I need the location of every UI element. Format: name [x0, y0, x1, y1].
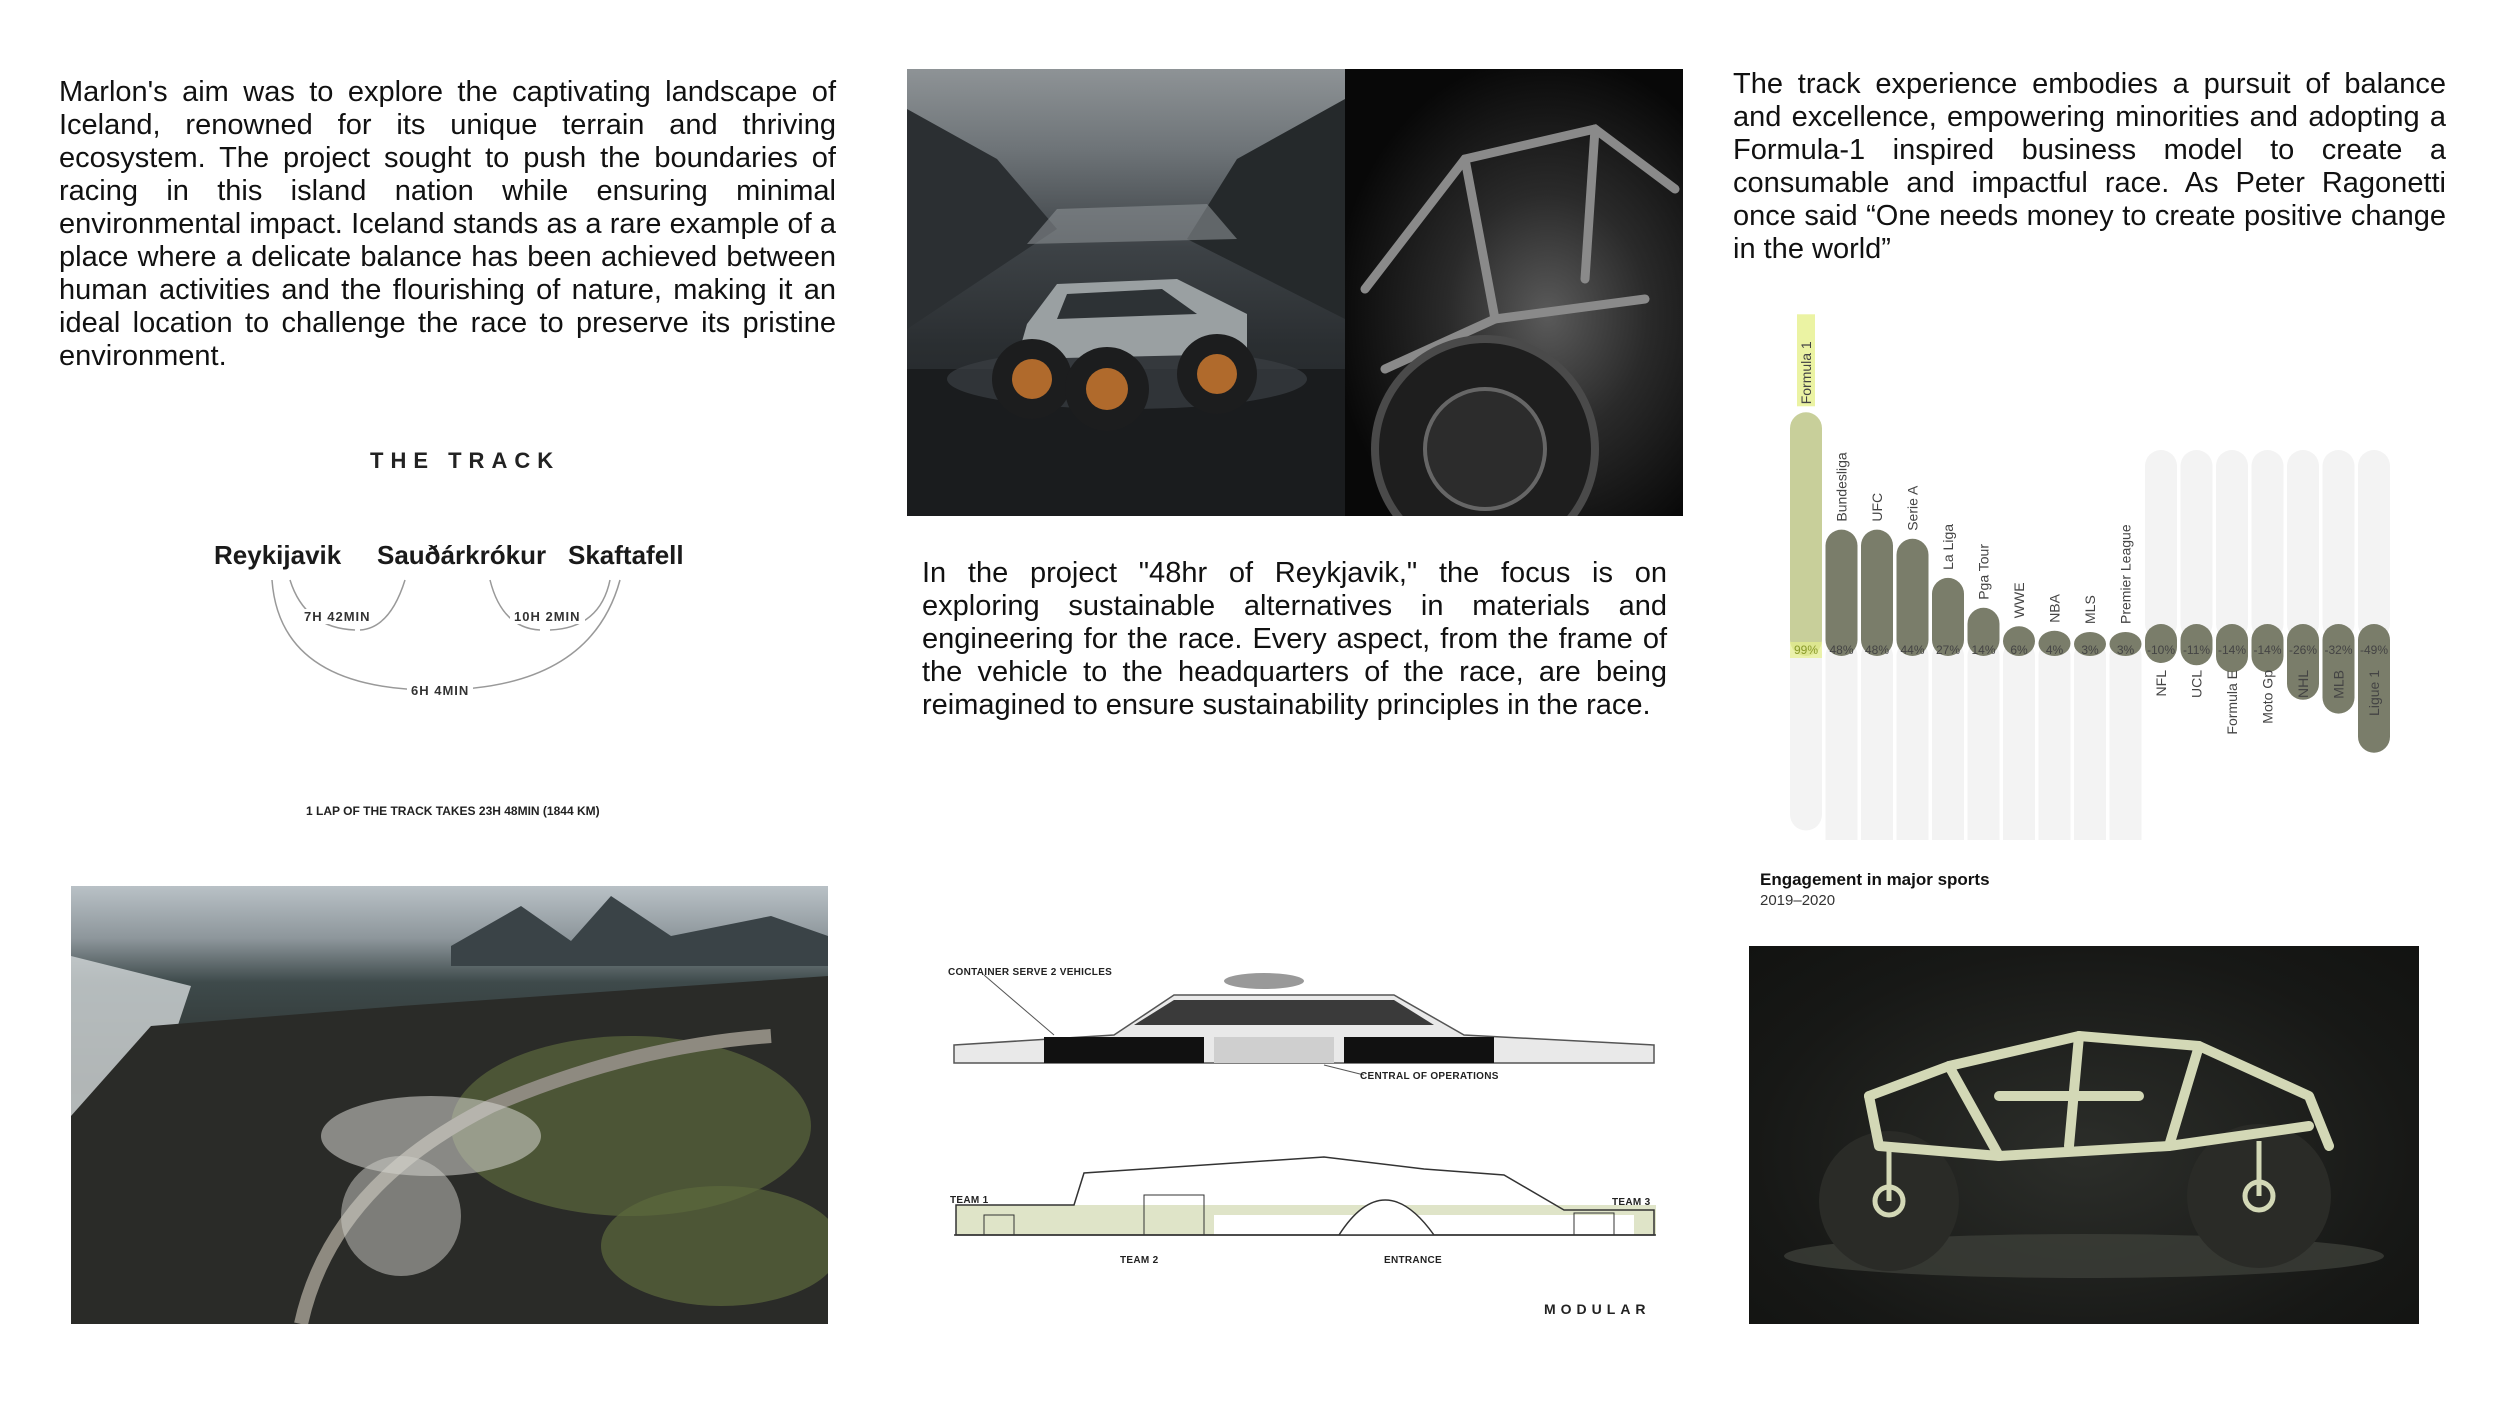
chart-category-label: Serie A [1904, 485, 1921, 531]
chart-category-label: Moto Gp [2259, 670, 2276, 724]
chart-bar [2323, 624, 2355, 714]
team1-label: TEAM 1 [950, 1195, 989, 1206]
chart-category-label: MLS [2082, 595, 2098, 624]
sports-engagement-chart [1780, 300, 2480, 840]
team3-label: TEAM 3 [1612, 1197, 1651, 1208]
chart-ghost-bar [1968, 640, 2000, 840]
chart-ghost-bar [1790, 640, 1822, 831]
chart-value-label: -14% [2253, 643, 2282, 657]
project-paragraph: In the project "48hr of Reykjavik," the focus is on exploring sustainable alternatives in materials and engineering for the race. Every aspect, from the frame of the vehicle to the headquarters of the race, are being reimagined to ensure sustainability principles in the race. [922, 557, 1667, 721]
chart-category-label: Premier League [2117, 524, 2134, 624]
chart-value-label: 4% [2045, 643, 2064, 657]
leg3-duration: 6H 4MIN [407, 683, 473, 698]
chart-bar [1790, 412, 1822, 656]
chassis-closeup-illustration [1345, 69, 1683, 516]
container-label: CONTAINER SERVE 2 VEHICLES [948, 967, 1113, 978]
buggy-valley-photo [907, 69, 1345, 516]
chart-ghost-bar [2216, 450, 2248, 640]
chart-ghost-bar [1861, 640, 1893, 840]
lap-summary: 1 LAP OF THE TRACK TAKES 23H 48MIN (1844 KM) [306, 804, 600, 818]
chart-category-label: Ligue 1 [2366, 670, 2382, 716]
chart-category-label: Pga Tour [1975, 544, 1992, 600]
chart-value-label: -11% [2182, 643, 2211, 657]
chart-category-label: NFL [2153, 670, 2169, 697]
chart-category-label: UCL [2188, 670, 2205, 699]
chart-ghost-bar [1897, 640, 1929, 840]
chart-bar [1897, 539, 1929, 656]
chart-value-label: -49% [2359, 643, 2389, 657]
chart-category-label: La Liga [1940, 523, 1956, 570]
chart-category-label: NHL [2295, 670, 2311, 699]
chart-value-label: 48% [1829, 643, 1854, 657]
chart-ghost-bar [2358, 450, 2390, 640]
track-title: THE TRACK [370, 448, 561, 473]
chart-value-label: 44% [1900, 643, 1925, 657]
chart-category-label: Bundesliga [1833, 452, 1850, 522]
chart-value-label: -32% [2324, 643, 2353, 657]
central-operations-label: CENTRAL OF OPERATIONS [1360, 1071, 1499, 1082]
chart-category-label: Formula E [2224, 670, 2240, 735]
coast-race-photo [71, 886, 828, 1324]
chart-value-label: 99% [1793, 643, 1819, 657]
chart-value-label: 14% [1971, 643, 1996, 657]
intro-paragraph: Marlon's aim was to explore the captivating landscape of Iceland, renowned for its unique terrain and thriving ecosystem. The project sought to push the boundaries of racing in this island nation while ensuring minimal environmental impact. Iceland stands as a rare example of a place where a delicate balance has been achieved between human activities and the flourishing of nature, making it an ideal location to challenge the race to preserve its pristine environment. [59, 76, 836, 372]
chart-ghost-bar [2252, 450, 2284, 640]
buggy-valley-illustration [907, 69, 1345, 516]
chart-ghost-bar [1932, 640, 1964, 840]
chart-value-label: -26% [2288, 643, 2318, 657]
chart-ghost-bar [2323, 450, 2355, 640]
chart-bar [1861, 530, 1893, 656]
chart-value-label: 6% [2010, 643, 2028, 657]
modular-label: MODULAR [1544, 1301, 1651, 1317]
chassis-render-illustration [1749, 946, 2419, 1324]
chart-value-label: -14% [2217, 643, 2247, 657]
chart-category-label: Formula 1 [1798, 341, 1814, 405]
entrance-label: ENTRANCE [1384, 1255, 1442, 1266]
chart-ghost-bar [1826, 640, 1858, 840]
headquarters-drawing [944, 925, 1664, 1325]
chart-value-label: -10% [2146, 643, 2176, 657]
chart-category-label: WWE [2011, 582, 2027, 619]
chart-bar [1826, 530, 1858, 656]
chart-value-label: 3% [2081, 643, 2099, 657]
chart-ghost-bar [2039, 640, 2071, 840]
chart-ghost-bar [2287, 450, 2319, 640]
city-skaftafell: Skaftafell [568, 540, 684, 570]
chart-value-label: 3% [2116, 643, 2135, 657]
city-reykjavik: Reykijavik [214, 540, 342, 570]
team2-label: TEAM 2 [1120, 1255, 1159, 1266]
chart-ghost-bar [2110, 640, 2142, 840]
chart-subtitle: 2019–2020 [1760, 892, 1836, 909]
leg2-duration: 10H 2MIN [510, 609, 585, 624]
chart-title: Engagement in major sports [1760, 870, 1990, 889]
chart-ghost-bar [2145, 450, 2177, 640]
chart-ghost-bar [2003, 640, 2035, 840]
chart-ghost-bar [2074, 640, 2106, 840]
city-saudarkrokur: Sauðárkrókur [377, 540, 547, 570]
chart-ghost-bar [2181, 450, 2213, 640]
chassis-render-photo [1749, 946, 2419, 1324]
track-arcs [190, 440, 750, 830]
chart-value-label: 48% [1864, 643, 1890, 657]
chart-category-label: NBA [2046, 594, 2063, 623]
chassis-closeup-photo [1345, 69, 1683, 516]
chart-category-label: MLB [2330, 670, 2347, 699]
track-diagram [190, 440, 750, 830]
leg1-duration: 7H 42MIN [300, 609, 375, 624]
track-experience-paragraph: The track experience embodies a pursuit of balance and excellence, empowering minorities and adopting a Formula-1 inspired business model to create a consumable and impactful race. As Peter Ragonetti once said “One needs money to create positive change in the world” [1733, 68, 2446, 265]
headquarters-diagram [944, 925, 1664, 1325]
chart-category-label: UFC [1869, 492, 1885, 522]
chart-value-label: 27% [1935, 643, 1961, 657]
coast-race-illustration [71, 886, 828, 1324]
